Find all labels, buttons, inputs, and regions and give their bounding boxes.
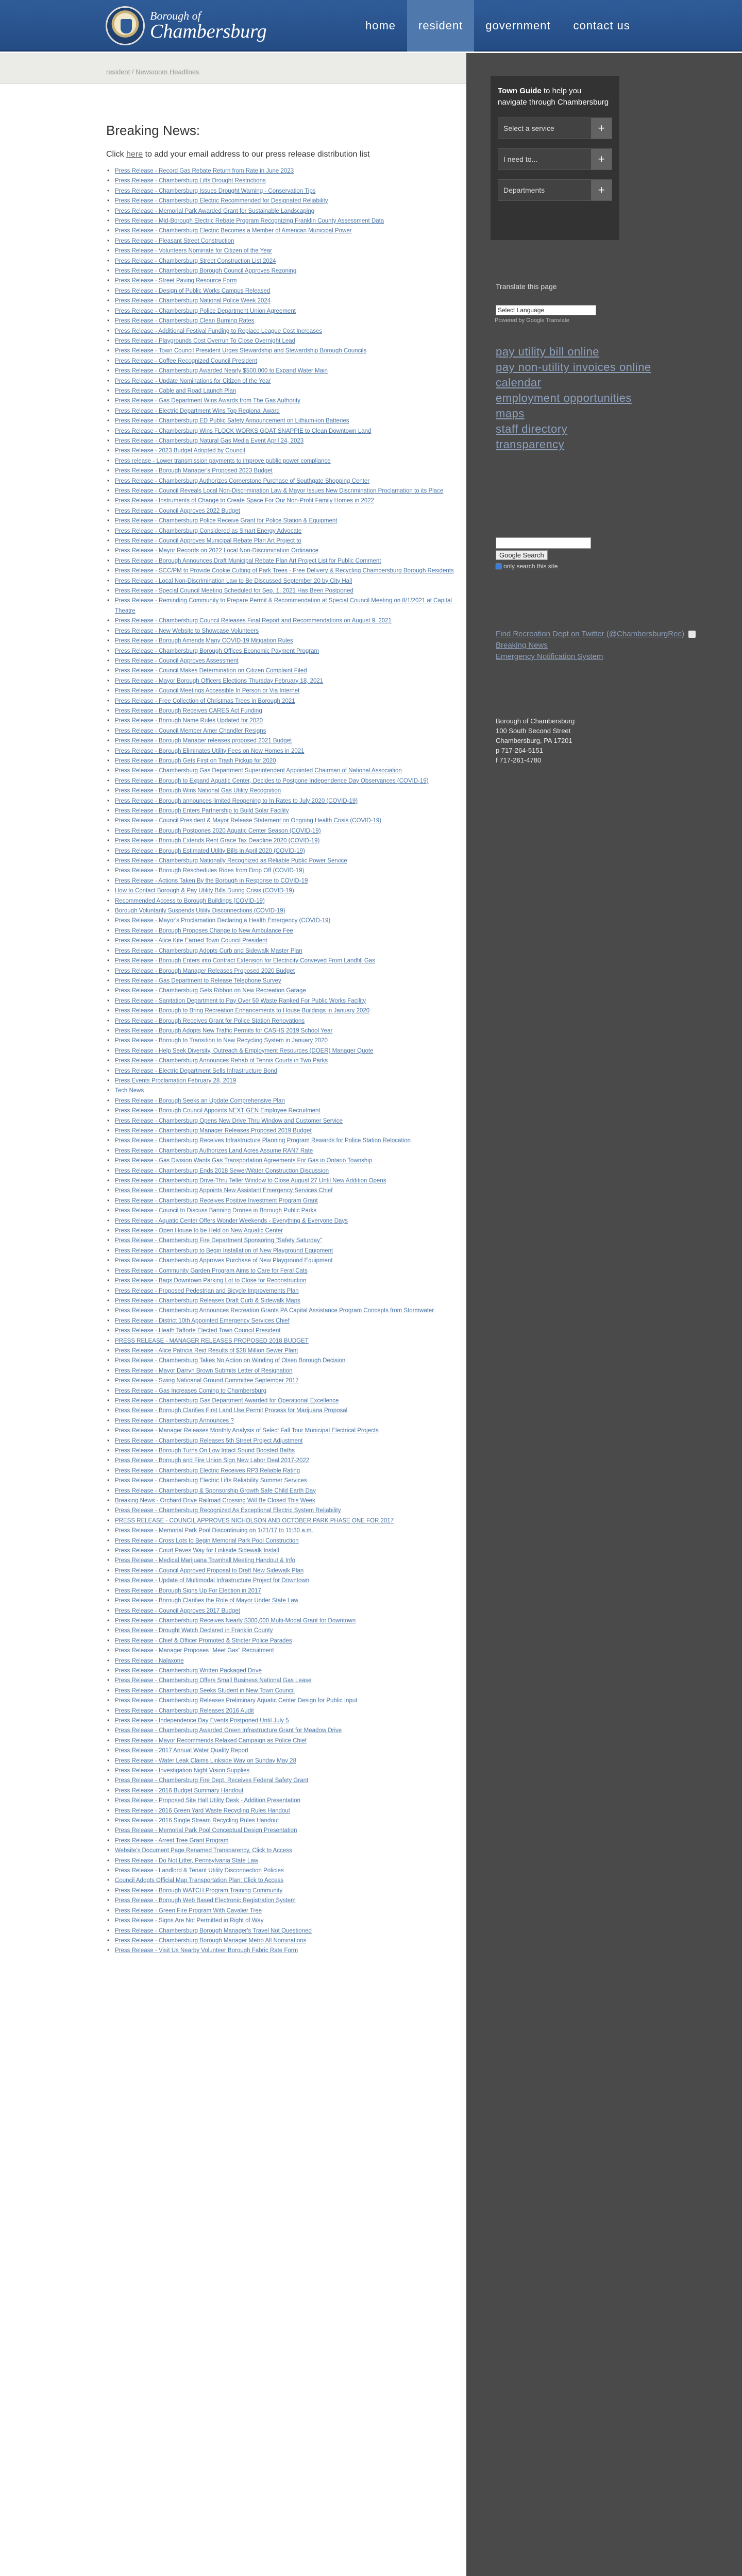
news-item-link[interactable]: • Press Release - Borough Wins National Gas Utility Recognition xyxy=(106,786,457,796)
news-item-link[interactable]: • Press Release - Chambersburg Written Packaged Drive xyxy=(106,1666,457,1676)
news-item-link[interactable]: • Press Release - Chambersburg Announces Rehab of Tennis Courts in Two Parks xyxy=(106,1056,457,1066)
site-search-checkbox[interactable] xyxy=(496,564,501,569)
news-item-link[interactable]: • Borough Voluntarily Suspends Utility Disconnections (COVID-19) xyxy=(106,906,457,916)
news-item-link[interactable]: • Press Release - Borough Seeks an Update Comprehensive Plan xyxy=(106,1096,457,1106)
quick-link-transparency[interactable]: transparency xyxy=(496,438,565,451)
news-item-link[interactable]: • Press Release - Borough Name Rules Updated for 2020 xyxy=(106,716,457,726)
news-item-link[interactable]: • Breaking News - Orchard Drive Railroad Crossing Will Be Closed This Week xyxy=(106,1496,457,1506)
quick-link-maps[interactable]: maps xyxy=(496,407,525,420)
site-logo[interactable] xyxy=(106,6,267,45)
news-item-link[interactable]: • Press Release - New Website to Showcase Volunteers xyxy=(106,626,457,636)
news-item-link[interactable]: • Press release - Lower transmission payments to improve public power compliance xyxy=(106,456,457,466)
nav-contact-us[interactable]: contact us xyxy=(573,19,630,32)
news-item-link[interactable]: • Press Release - Arrest Tree Grant Program xyxy=(106,1836,457,1846)
news-item-link[interactable]: • Press Release - Cross Lots to Begin Memorial Park Pool Construction xyxy=(106,1536,457,1546)
news-item-link[interactable]: • Press Release - Visit Us Nearby Volunteer Borough Fabric Rate Form xyxy=(106,1946,457,1956)
news-item-link[interactable]: • Press Release - Chambersburg Opens New Drive Thru Window and Customer Service xyxy=(106,1116,457,1126)
news-list xyxy=(106,166,457,1956)
select-service-dropdown[interactable] xyxy=(498,117,612,139)
town-guide xyxy=(491,76,619,240)
news-item-link[interactable]: • Press Release - Reminding Community to Prepare Permit & Recommendation at Special Council Meeting on 8/1/2021 at Capital Theatre xyxy=(106,596,457,616)
news-item-link[interactable]: • Press Release - Chambersburg National Police Week 2024 xyxy=(106,296,457,306)
news-item-link[interactable]: • Press Release - Local Non-Discrimination Law to Be Discussed September 20 by City Hall xyxy=(106,577,457,586)
news-item-link[interactable]: • Press Release - Swing Natioanal Ground Committee September 2017 xyxy=(106,1376,457,1386)
news-item-link[interactable]: • Press Release - Chambersburg to Begin Installation of New Playground Equipment xyxy=(106,1246,457,1256)
breaking-news-link[interactable]: Breaking News xyxy=(496,641,548,650)
news-item-link[interactable]: • Press Release - Memorial Park Awarded Grant for Sustainable Landscaping xyxy=(106,207,457,216)
news-item-link[interactable]: • Press Release - Chambersburg Offers Small Business National Gas Lease xyxy=(106,1676,457,1686)
main-content xyxy=(106,123,457,1956)
external-link-icon[interactable] xyxy=(688,631,696,638)
news-item-link[interactable]: • Press Release - Borough Enters into Contract Extension for Electricity Conveyed From Landfill Gas xyxy=(106,956,457,966)
translate-label: Translate this page xyxy=(496,282,557,291)
news-item-link[interactable]: • Press Release - Water Leak Claims Linkside Way on Sunday May 28 xyxy=(106,1756,457,1766)
news-item-link[interactable]: • Press Release - 2016 Green Yard Waste Recycling Rules Handout xyxy=(106,1806,457,1816)
town-guide-title xyxy=(498,86,612,108)
news-item-link[interactable]: • Press Release - Council Approves 2017 Budget xyxy=(106,1606,457,1616)
news-item-link[interactable]: • Press Release - Chief & Officer Promoted & Stricter Police Parades xyxy=(106,1636,457,1646)
phone-number: p 717-264-5151 xyxy=(496,747,543,754)
logo-text xyxy=(150,10,267,42)
news-item-link[interactable]: • Press Release - Chambersburg Manager Releases Proposed 2019 Budget xyxy=(106,1126,457,1136)
news-item-link[interactable]: • Press Release - Chambersburg Gets Ribbon on New Recreation Garage xyxy=(106,986,457,996)
news-item-link[interactable]: • Press Release - Update of Multimodal Infrastructure Project for Downtown xyxy=(106,1576,457,1586)
breadcrumb-resident[interactable]: resident xyxy=(106,68,130,76)
news-item-link[interactable]: • Press Release - Chambersburg Clean Burning Rates xyxy=(106,316,457,326)
news-item-link[interactable]: • Press Release - Chambersburg Natural Gas Media Event April 24, 2023 xyxy=(106,436,457,446)
twitter-row xyxy=(496,629,696,640)
news-item-link[interactable]: • Press Release - Chambersburg Electric Lifts Reliability Summer Services xyxy=(106,1476,457,1486)
news-item-link[interactable]: • Press Release - Chambersburg Electric Becomes a Member of American Municipal Power xyxy=(106,226,457,236)
news-item-link[interactable]: • Press Release - Proposed Pedestrian and Bicycle Improvements Plan xyxy=(106,1286,457,1296)
news-item-link[interactable]: • Council Adopts Official Map Transportation Plan: Click to Access xyxy=(106,1876,457,1886)
news-item-link[interactable]: • Press Release - Borough Manager releases proposed 2021 Budget xyxy=(106,736,457,746)
news-item-link[interactable]: • Press Release - Borough Turns On Low Intact Sound Boosted Baths xyxy=(106,1446,457,1456)
news-item-link[interactable]: • Press Release - Aquatic Center Offers Wonder Weekends - Everything & Everyone Days xyxy=(106,1216,457,1226)
news-item-link[interactable]: • Press Release - 2016 Budget Summary Handout xyxy=(106,1786,457,1796)
news-item-link[interactable]: • Website's Document Page Renamed Transparency, Click to Access xyxy=(106,1846,457,1856)
news-item-link[interactable]: • Press Release - Borough Council Appoints NEXT GEN Employee Recruitment xyxy=(106,1106,457,1116)
news-item-link[interactable]: • Press Release - Chambersburg Releases Draft Curb & Sidewalk Maps xyxy=(106,1296,457,1306)
news-item-link[interactable]: • Press Release - Borough Postpones 2020 Aquatic Center Season (COVID-19) xyxy=(106,826,457,836)
news-item-link[interactable]: • Press Release - Chambersburg Releases Preliminary Aquatic Center Design for Public Input xyxy=(106,1696,457,1706)
news-item-link[interactable]: • Press Release - Council Approves Municipal Rebate Plan Art Project to xyxy=(106,536,457,546)
fax-number: f 717-261-4780 xyxy=(496,756,542,764)
address-line: Borough of Chambersburg xyxy=(496,717,575,725)
news-item-link[interactable]: • Press Release - Independence Day Events Postponed Until July 5 xyxy=(106,1716,457,1726)
news-item-link[interactable]: • Press Release - Chambersburg Takes No Action on Winding of Olsen Borough Decision xyxy=(106,1356,457,1366)
news-item-link[interactable]: • Press Release - Mayor Darryn Brown Submits Letter of Resignation xyxy=(106,1366,457,1376)
news-item-link[interactable]: • Press Release - 2023 Budget Adopted by Council xyxy=(106,446,457,456)
news-item-link[interactable]: • Press Events Proclamation February 28, 2019 xyxy=(106,1076,457,1086)
breadcrumb-separator: / xyxy=(130,68,136,76)
news-item-link[interactable]: • Press Release - Chambersburg Council Releases Final Report and Recommendations on August 9, 2021 xyxy=(106,616,457,626)
news-item-link[interactable]: • Press Release - Town Council President Urges Stewardship and Stewardship Borough Councils xyxy=(106,346,457,356)
news-item-link[interactable]: • Press Release - Chambersburg Ends 2018 Sewer/Water Construction Discussion xyxy=(106,1166,457,1176)
news-item-link[interactable]: • Press Release - Chambersburg Borough Manager Metro All Nominations xyxy=(106,1936,457,1946)
news-item-link[interactable]: • Press Release - Green Fire Program With Cavalier Tree xyxy=(106,1906,457,1916)
main-nav xyxy=(354,0,642,52)
lead-prefix: Click xyxy=(106,150,124,159)
news-item-link[interactable]: • Press Release - Chambersburg Announces ? xyxy=(106,1416,457,1426)
breadcrumb xyxy=(106,68,199,76)
news-item-link[interactable]: • Press Release - Borough Proposes Change to New Ambulance Fee xyxy=(106,926,457,936)
news-item-link[interactable]: • Press Release - Council Reveals Local Non-Discrimination Law & Mayor Issues New Discrimination Proclamation to its Place xyxy=(106,486,457,496)
news-item-link[interactable]: • Press Release - Landlord & Tenant Utility Disconnection Policies xyxy=(106,1866,457,1876)
news-item-link[interactable]: • Press Release - Chambersburg Issues Drought Warning - Conservation Tips xyxy=(106,187,457,196)
news-item-link[interactable]: • Press Release - Borough Signs Up For Election in 2017 xyxy=(106,1586,457,1596)
news-item-link[interactable]: • Press Release - Chambersburg Appoints New Assistant Emergency Services Chief xyxy=(106,1186,457,1196)
sub-header-bar xyxy=(0,53,466,84)
news-item-link[interactable]: • Recommended Access to Borough Buildings (COVID-19) xyxy=(106,896,457,906)
news-item-link[interactable]: • Press Release - Do Not Litter, Pennsylvania State Law xyxy=(106,1856,457,1866)
news-item-link[interactable]: • Press Release - Gas Division Wants Gas Transportation Agreements For Gas in Ontario Township xyxy=(106,1156,457,1166)
news-item-link[interactable]: • Press Release - Chambersburg Wins FLOCK WORKS GOAT SNAPPIE to Clean Downtown Land xyxy=(106,427,457,436)
borough-seal-icon xyxy=(106,6,145,45)
news-item-link[interactable]: • Press Release - Memorial Park Pool Discontinuing on 1/21/17 to 11:30 a.m. xyxy=(106,1526,457,1536)
news-item-link[interactable]: • Press Release - Alice Kite Earned Town Council President xyxy=(106,936,457,946)
news-item-link[interactable]: • Press Release - Chambersburg Police Receive Grant for Police Station & Equipment xyxy=(106,516,457,526)
news-item-link[interactable]: • Press Release - Proposed Site Hall Utility Desk - Addition Presentation xyxy=(106,1796,457,1806)
news-item-link[interactable]: • Press Release - Council Approved Proposal to Draft New Sidewalk Plan xyxy=(106,1566,457,1576)
news-item-link[interactable]: • Press Release - Chambersburg Awarded Green Infrastructure Grant for Meadow Drive xyxy=(106,1726,457,1736)
news-item-link[interactable]: • Press Release - Sanitation Department to Pay Over 50 Waste Ranked For Public Works Facility xyxy=(106,996,457,1006)
news-item-link[interactable]: • Press Release - Council Makes Determination on Citizen Complaint Filed xyxy=(106,666,457,676)
i-need-to-label: I need to... xyxy=(503,155,538,163)
news-item-link[interactable]: • Press Release - Actions Taken By the Borough in Response to COVID-19 xyxy=(106,876,457,886)
news-item-link[interactable]: • Press Release - Mayor Records on 2022 Local Non-Discrimination Ordinance xyxy=(106,546,457,556)
page-title: Breaking News: xyxy=(106,123,200,138)
news-item-link[interactable]: • Press Release - SCC/PM to Provide Cookie Cutting of Park Trees - Free Delivery & Recycling Chambersburg Borough Residents xyxy=(106,566,457,576)
news-item-link[interactable]: • Press Release - Special Council Meeting Scheduled for Sep. 1, 2021 Has Been Postponed xyxy=(106,586,457,596)
news-item-link[interactable]: • Press Release - Street Paving Resource Form xyxy=(106,276,457,286)
address-line: Chambersburg, PA 17201 xyxy=(496,737,572,744)
departments-dropdown[interactable] xyxy=(498,179,612,201)
site-search-option[interactable] xyxy=(496,563,558,570)
news-item-link[interactable]: • Press Release - Chambersburg Announces Recreation Grants PA Capital Assistance Program Concepts from Stormwater xyxy=(106,1306,457,1316)
news-item-link[interactable]: • Press Release - Manager Proposes "Meet Gas" Recruitment xyxy=(106,1646,457,1656)
news-item-link[interactable]: • Press Release - Chambersburg & Sponsorship Growth Safe Child Earth Day xyxy=(106,1486,457,1496)
news-item-link[interactable]: • Press Release - Chambersburg Recognized As Exceptional Electric System Reliability xyxy=(106,1506,457,1516)
news-item-link[interactable]: • Press Release - Chambersburg Gas Department Awarded for Operational Excellence xyxy=(106,1396,457,1406)
news-item-link[interactable]: • Press Release - Council Approves Assessment xyxy=(106,656,457,666)
language-select[interactable]: Select Language xyxy=(496,305,596,315)
news-item-link[interactable]: • Press Release - Borough Extends Rent Grace Tax Deadline 2020 (COVID-19) xyxy=(106,836,457,846)
news-item-link[interactable]: • Press Release - Chambersburg Considered as Smart Energy Advocate xyxy=(106,527,457,536)
news-item-link[interactable]: • Press Release - 2016 Single Stream Recycling Rules Handout xyxy=(106,1816,457,1826)
quick-link-pay-utility[interactable]: pay utility bill online xyxy=(496,345,600,358)
news-item-link[interactable]: • Press Release - Chambersburg Releases 5th Street Project Adjustment xyxy=(106,1436,457,1446)
news-item-link[interactable]: • Press Release - Borough announces limited Reopening to In Rates to July 2020 (COVID-19) xyxy=(106,796,457,806)
news-item-link[interactable]: • Press Release - Borough Web Based Electronic Registration System xyxy=(106,1896,457,1906)
site-header xyxy=(0,0,742,52)
news-item-link[interactable]: • Press Release - Open House to be Held on New Aquatic Center xyxy=(106,1226,457,1236)
news-item-link[interactable]: • Press Release - Bags Downtown Parking Lot to Close for Reconstruction xyxy=(106,1276,457,1286)
news-item-link[interactable]: • Press Release - Update Nominations for Citizen of the Year xyxy=(106,377,457,386)
news-item-link[interactable]: • Press Release - Borough Reschedules Rides from Drop Off (COVID-19) xyxy=(106,866,457,876)
news-item-link[interactable]: • Press Release - Chambersburg Receives Positive Investment Program Grant xyxy=(106,1196,457,1206)
news-item-link[interactable]: • Press Release - Council Meetings Accessible In Person or Via Internet xyxy=(106,686,457,696)
news-item-link[interactable]: • Press Release - Council President & Mayor Release Statement on Ongoing Health Crisis (COVID-19) xyxy=(106,816,457,826)
news-item-link[interactable]: • Press Release - Drought Watch Declared in Franklin County xyxy=(106,1626,457,1636)
news-item-link[interactable]: • Press Release - Borough Receives Grant for Police Station Renovations xyxy=(106,1016,457,1026)
news-item-link[interactable]: • Press Release - Free Collection of Christmas Trees in Borough 2021 xyxy=(106,697,457,706)
news-item-link[interactable]: • Press Release - Chambersburg Authorizes Land Acres Assume RAN7 Rate xyxy=(106,1146,457,1156)
news-item-link[interactable]: • Press Release - Gas Increases Coming to Chambersburg xyxy=(106,1386,457,1396)
email-signup-link[interactable]: here xyxy=(126,150,143,159)
news-item-link[interactable]: • Press Release - Electric Department Wins Top Regional Award xyxy=(106,406,457,416)
news-item-link[interactable]: • Press Release - Help Seek Diversity, Outreach & Employment Resources (DOER) Manager Quote xyxy=(106,1046,457,1056)
borough-address xyxy=(496,716,575,765)
news-item-link[interactable]: • Press Release - Investigation Night Vision Supplies xyxy=(106,1766,457,1776)
news-item-link[interactable]: • Press Release - Chambersburg Fire Dept. Receives Federal Safety Grant xyxy=(106,1776,457,1786)
news-item-link[interactable]: • Press Release - Borough Enters Partnership to Build Solar Facility xyxy=(106,806,457,816)
news-item-link[interactable]: • Press Release - Manager Releases Monthly Analysis of Select Fall Tour Municipal Electrical Projects xyxy=(106,1426,457,1436)
news-item-link[interactable]: • Press Release - Community Garden Program Aims to Care for Feral Cats xyxy=(106,1266,457,1276)
news-item-link[interactable]: • Press Release - Court Paves Way for Linkside Sidewalk Install xyxy=(106,1546,457,1556)
news-item-link[interactable]: • Press Release - Borough Manager Releases Proposed 2020 Budget xyxy=(106,967,457,976)
news-item-link[interactable]: • Press Release - Chambersburg ED Public Safety Announcement on Lithium-ion Batteries xyxy=(106,416,457,426)
i-need-to-dropdown[interactable] xyxy=(498,148,612,170)
news-item-link[interactable]: • Press Release - Mid-Borough Electric Rebate Program Recognizing Franklin County Assessment Data xyxy=(106,216,457,226)
news-item-link[interactable]: • Press Release - Borough and Fire Union Sign New Labor Deal 2017-2022 xyxy=(106,1456,457,1466)
news-item-link[interactable]: • Press Release - Borough Manager's Proposed 2023 Budget xyxy=(106,466,457,476)
town-guide-title-rest: to help you navigate through Chambersburg xyxy=(498,87,609,107)
news-item-link[interactable]: • Press Release - Borough Clarifies First Land Use Permit Process for Marijuana Proposal xyxy=(106,1406,457,1416)
news-item-link[interactable]: • Press Release - Borough Gets First on Trash Pickup for 2020 xyxy=(106,756,457,766)
nav-resident[interactable]: resident xyxy=(407,0,474,52)
news-item-link[interactable]: • Press Release - Cable and Road Launch Plan xyxy=(106,386,457,396)
news-item-link[interactable]: • PRESS RELEASE - COUNCIL APPROVES NICHOLSON AND OCTOBER PARK PHASE ONE FOR 2017 xyxy=(106,1516,457,1526)
news-item-link[interactable]: • Press Release - Pleasant Street Construction xyxy=(106,236,457,246)
news-item-link[interactable]: • Press Release - Chambersburg Seeks Student in New Town Council xyxy=(106,1686,457,1696)
news-item-link[interactable]: • Press Release - Additional Festival Funding to Replace League Cost Increases xyxy=(106,327,457,336)
news-item-link[interactable]: • Press Release - Chambersburg Lifts Drought Restrictions xyxy=(106,176,457,186)
news-item-link[interactable]: • Press Release - Design of Public Works Campus Released xyxy=(106,286,457,296)
news-item-link[interactable]: • Press Release - Playgrounds Cost Overrun To Close Overnight Lead xyxy=(106,336,457,346)
news-item-link[interactable]: • Press Release - Coffee Recognized Council President xyxy=(106,357,457,366)
news-item-link[interactable]: • Press Release - Chambersburg Authorizes Cornerstone Purchase of Southgate Shopping Center xyxy=(106,477,457,486)
news-item-link[interactable]: • Press Release - Mayor Borough Officers Elections Thursday February 18, 2021 xyxy=(106,676,457,686)
address-line: 100 South Second Street xyxy=(496,727,571,735)
news-item-link[interactable]: • Press Release - Chambersburg Fire Department Sponsoring "Safety Saturday" xyxy=(106,1236,457,1246)
lead-suffix: to add your email address to our press release distribution list xyxy=(145,150,370,159)
news-item-link[interactable]: • Press Release - Chambersburg Street Construction List 2024 xyxy=(106,257,457,266)
sidebar-links xyxy=(496,629,696,663)
news-item-link[interactable]: • Press Release - Instruments of Change to Create Space For Our Non-Profit Family Homes in 2022 xyxy=(106,496,457,506)
quick-link-employment[interactable]: employment opportunities xyxy=(496,392,632,404)
news-item-link[interactable]: • Press Release - Nalaxone xyxy=(106,1656,457,1666)
google-search-button[interactable]: Google Search xyxy=(496,550,548,560)
news-item-link[interactable]: • Press Release - Gas Department to Release Telephone Survey xyxy=(106,976,457,986)
logo-large-text: Chambersburg xyxy=(150,20,267,42)
news-item-link[interactable]: • Press Release - Borough Eliminates Utility Fees on New Homes in 2021 xyxy=(106,747,457,756)
news-item-link[interactable]: • Press Release - Borough to Bring Recreation Enhancements to House Buildings in January 2020 xyxy=(106,1006,457,1016)
news-item-link[interactable]: • Press Release - Borough Adopts New Traffic Permits for CASHS 2019 School Year xyxy=(106,1026,457,1036)
news-item-link[interactable]: • Press Release - Borough Amends Many COVID-19 Mitigation Rules xyxy=(106,636,457,646)
news-item-link[interactable]: • Press Release - Chambersburg Borough Offices Economic Payment Program xyxy=(106,647,457,656)
news-item-link[interactable]: • Press Release - Medical Marijuana Townhall Meeting Handout & Info xyxy=(106,1556,457,1566)
news-item-link[interactable]: • Press Release - Chambersburg Receives Infrastructure Planning Program Rewards for Police Station Relocation xyxy=(106,1136,457,1146)
news-item-link[interactable]: • Press Release - Chambersburg Electric Receives RP3 Reliable Rating xyxy=(106,1466,457,1476)
plus-icon: + xyxy=(591,149,612,170)
google-translate-credit[interactable]: Powered by Google Translate xyxy=(495,317,569,324)
news-item-link[interactable]: • Press Release - Chambersburg Gas Department Superintendent Appointed Chairman of National Association xyxy=(106,766,457,776)
news-item-link[interactable]: • Press Release - Chambersburg Electric Recommended for Designated Reliability xyxy=(106,196,457,206)
news-item-link[interactable]: • Press Release - Borough Announces Draft Municipal Rebate Plan Art Project List for Public Comment xyxy=(106,556,457,566)
news-item-link[interactable]: • Press Release - Chambersburg Police Department Union Agreement xyxy=(106,307,457,316)
logo-small-text: Borough of xyxy=(150,9,201,22)
news-item-link[interactable]: • Press Release - 2017 Annual Water Quality Report xyxy=(106,1746,457,1756)
news-item-link[interactable]: • Press Release - Borough to Transition to New Recycling System in January 2020 xyxy=(106,1036,457,1046)
news-item-link[interactable]: • How to Contact Borough & Pay Utility Bills During Crisis (COVID-19) xyxy=(106,886,457,896)
news-item-link[interactable]: • Press Release - Record Gas Rebate Return from Rate in June 2023 xyxy=(106,166,457,176)
news-item-link[interactable]: • Press Release - Borough Receives CARES Act Funding xyxy=(106,706,457,716)
email-signup-text xyxy=(106,150,457,159)
news-item-link[interactable]: • Press Release - Gas Department Wins Awards from The Gas Authority xyxy=(106,396,457,406)
news-item-link[interactable]: • Press Release - Borough Clarifies the Role of Mayor Under State Law xyxy=(106,1596,457,1606)
news-item-link[interactable]: • Press Release - District 10th Appointed Emergency Services Chief xyxy=(106,1316,457,1326)
quick-link-calendar[interactable]: calendar xyxy=(496,376,542,389)
news-item-link[interactable]: • Tech News xyxy=(106,1086,457,1096)
town-guide-title-bold: Town Guide xyxy=(498,87,542,95)
site-search-checkbox-label: only search this site xyxy=(503,563,558,570)
news-item-link[interactable]: • Press Release - Mayor Recommends Relaxed Campaign as Police Chief xyxy=(106,1736,457,1746)
news-item-link[interactable]: • Press Release - Borough Estimated Utility Bills in April 2020 (COVID-19) xyxy=(106,846,457,856)
news-item-link[interactable]: • Press Release - Chambersburg Approves Purchase of New Playground Equipment xyxy=(106,1256,457,1266)
select-service-label: Select a service xyxy=(503,124,554,132)
news-item-link[interactable]: • Press Release - Chambersburg Releases 2016 Audit xyxy=(106,1706,457,1716)
departments-label: Departments xyxy=(503,186,545,194)
plus-icon: + xyxy=(591,118,612,139)
news-item-link[interactable]: • Press Release - Chambersburg Receives Nearly $300,000 Multi-Modal Grant for Downtown xyxy=(106,1616,457,1626)
news-item-link[interactable]: • Press Release - Council Approves 2022 Budget xyxy=(106,506,457,516)
news-item-link[interactable]: • PRESS RELEASE - MANAGER RELEASES PROPOSED 2018 BUDGET xyxy=(106,1336,457,1346)
news-item-link[interactable]: • Press Release - Signs Are Not Permitted in Right of Way xyxy=(106,1916,457,1926)
search-input[interactable] xyxy=(496,537,591,549)
quick-link-staff-directory[interactable]: staff directory xyxy=(496,422,568,435)
news-item-link[interactable]: • Press Release - Chambersburg Borough Manager's Travel Not Questioned xyxy=(106,1926,457,1936)
news-item-link[interactable]: • Press Release - Electric Department Sells Infrastructure Bond xyxy=(106,1066,457,1076)
emergency-notification-link[interactable]: Emergency Notification System xyxy=(496,652,603,661)
news-item-link[interactable]: • Press Release - Borough WATCH Program Training Community xyxy=(106,1886,457,1896)
news-item-link[interactable]: • Press Release - Chambersburg Drive-Thru Teller Window to Close August 27 Until New Addition Opens xyxy=(106,1176,457,1186)
plus-icon: + xyxy=(591,180,612,200)
news-item-link[interactable]: • Press Release - Chambersburg Adopts Curb and Sidewalk Master Plan xyxy=(106,946,457,956)
news-item-link[interactable]: • Press Release - Chambersburg Borough Council Approves Rezoning xyxy=(106,266,457,276)
news-item-link[interactable]: • Press Release - Heath Tafforte Elected Town Council President xyxy=(106,1326,457,1336)
news-item-link[interactable]: • Press Release - Chambersburg Nationally Recognized as Reliable Public Power Service xyxy=(106,856,457,866)
news-item-link[interactable]: • Press Release - Memorial Park Pool Conceptual Design Presentation xyxy=(106,1826,457,1836)
quick-link-pay-invoices[interactable]: pay non-utility invoices online xyxy=(496,361,651,374)
news-item-link[interactable]: • Press Release - Volunteers Nominate for Citizen of the Year xyxy=(106,246,457,256)
nav-home[interactable]: home xyxy=(365,19,396,32)
news-item-link[interactable]: • Press Release - Borough to Expand Aquatic Center, Decides to Postpone Independence Day Observances (COVID-19) xyxy=(106,776,457,786)
quick-links xyxy=(496,344,651,452)
news-item-link[interactable]: • Press Release - Alice Patricia Reid Results of $28 Million Sewer Plant xyxy=(106,1346,457,1356)
news-item-link[interactable]: • Press Release - Chambersburg Awarded Nearly $500,000 to Expand Water Main xyxy=(106,366,457,376)
recreation-twitter-link[interactable]: Find Recreation Dept on Twitter (@ChambersburgRec) xyxy=(496,630,684,638)
news-item-link[interactable]: • Press Release - Council to Discuss Banning Drones in Borough Public Parks xyxy=(106,1206,457,1216)
news-item-link[interactable]: • Press Release - Mayor's Proclamation Declaring a Health Emergency (COVID-19) xyxy=(106,916,457,926)
news-item-link[interactable]: • Press Release - Council Member Amer Chandler Resigns xyxy=(106,726,457,736)
breadcrumb-current[interactable]: Newsroom Headlines xyxy=(136,68,199,76)
nav-government[interactable]: government xyxy=(485,19,551,32)
